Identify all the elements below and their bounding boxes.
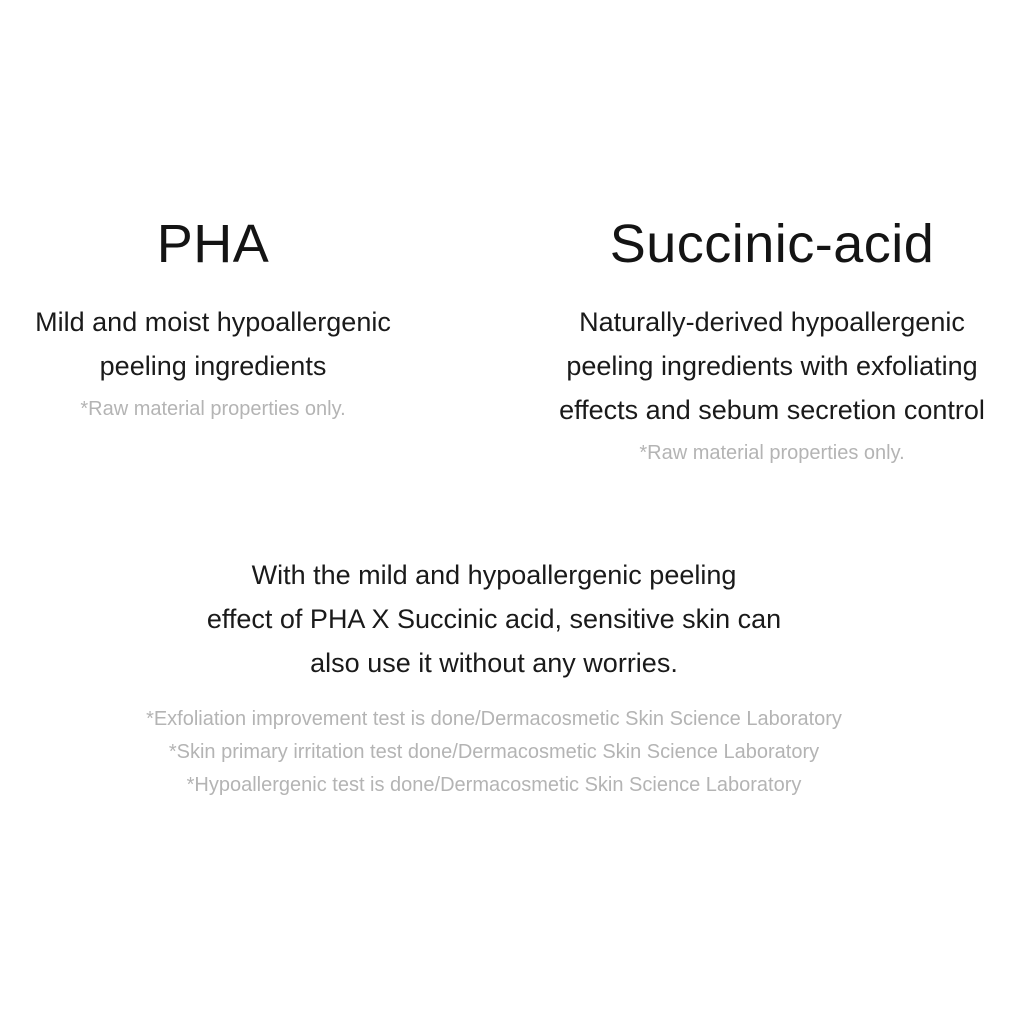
footnote: *Hypoallergenic test is done/Dermacosmetic Skin Science Laboratory — [186, 774, 802, 796]
footnote: *Exfoliation improvement test is done/Dermacosmetic Skin Science Laboratory — [146, 708, 842, 730]
succinic-acid-description-line: effects and sebum secretion control — [559, 395, 985, 425]
pha-title: PHA — [156, 214, 270, 274]
pha-section — [0, 212, 426, 424]
succinic-acid-description-line: Naturally-derived hypoallergenic — [579, 307, 965, 337]
summary-line: With the mild and hypoallergenic peeling — [251, 560, 737, 590]
summary-line: also use it without any worries. — [310, 648, 678, 678]
footnotes-list — [0, 703, 988, 802]
succinic-acid-section — [520, 212, 1024, 468]
summary-text — [0, 553, 988, 685]
pha-note: *Raw material properties only. — [80, 398, 346, 420]
succinic-acid-title: Succinic-acid — [609, 214, 935, 274]
succinic-acid-description — [520, 300, 1024, 432]
succinic-acid-note: *Raw material properties only. — [639, 442, 905, 464]
footnote: *Skin primary irritation test done/Dermacosmetic Skin Science Laboratory — [168, 741, 820, 763]
pha-description — [0, 300, 426, 388]
summary-line: effect of PHA X Succinic acid, sensitive skin can — [206, 604, 782, 634]
pha-description-line: Mild and moist hypoallergenic — [35, 307, 391, 337]
summary-section — [0, 553, 988, 802]
pha-description-line: peeling ingredients — [99, 351, 327, 381]
succinic-acid-description-line: peeling ingredients with exfoliating — [566, 351, 978, 381]
